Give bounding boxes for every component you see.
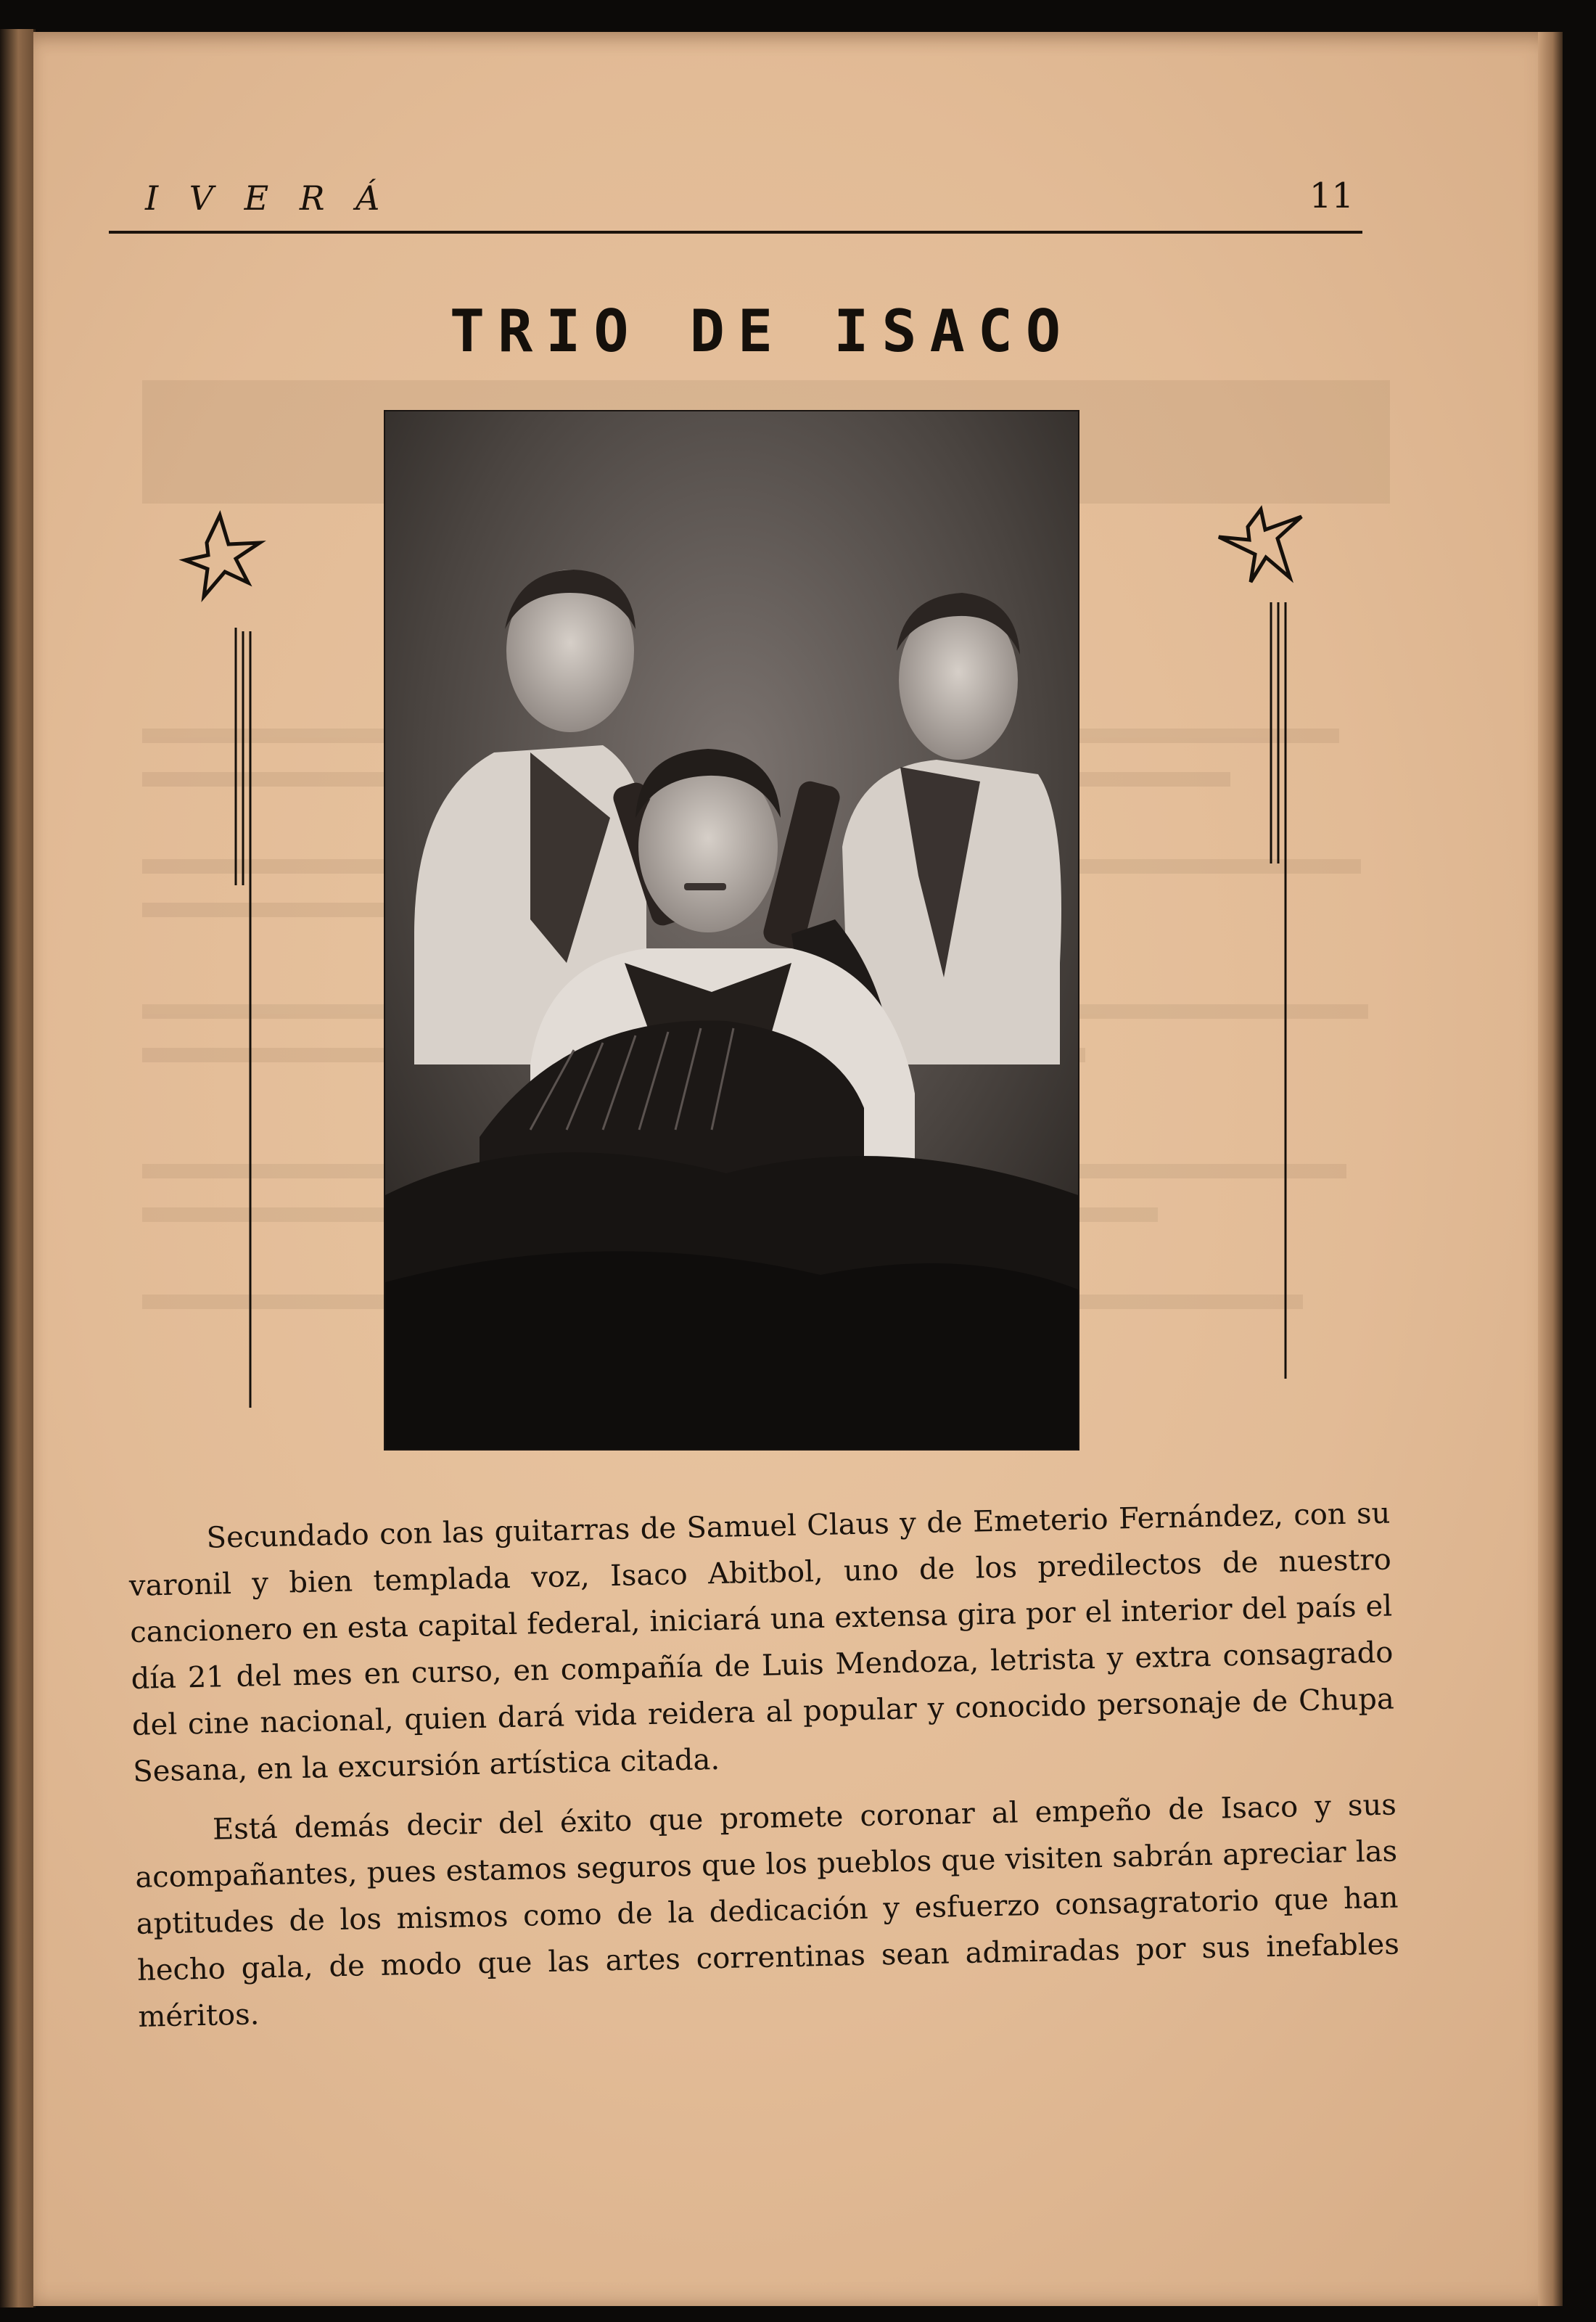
journal-name: I V E R Á bbox=[145, 179, 390, 218]
star-icon bbox=[163, 508, 272, 1422]
header-rule bbox=[109, 231, 1362, 234]
trio-photograph bbox=[385, 411, 1078, 1449]
right-star-ornament bbox=[1204, 479, 1313, 1429]
page-number: 11 bbox=[1309, 176, 1354, 216]
article-body bbox=[128, 1490, 1401, 2054]
paragraph: Secundado con las guitarras de Samuel Claus y de Emeterio Fernández, con su varonil y bien templada voz, Isaco Abitbol, uno de los predilectos de nuestro cancionero en esta capital federal, iniciará una extensa gira por el interior del país el día 21 del mes en curso, en compañía de Luis Mendoza, letrista y extra consagrado del cine nacional, quien dará vida reidera al popular y conocido personaje de Chupa Sesana, en la excursión artística citada. bbox=[128, 1496, 1395, 1789]
article-title: TRIO DE ISACO bbox=[449, 298, 1074, 365]
running-header bbox=[109, 174, 1364, 225]
star-icon bbox=[1204, 479, 1313, 1429]
previous-page-edge bbox=[0, 29, 36, 2307]
page-spine-shadow bbox=[1538, 32, 1563, 2306]
left-star-ornament bbox=[163, 508, 272, 1422]
paragraph: Está demás decir del éxito que promete coronar al empeño de Isaco y sus acompañantes, pues estamos seguros que los pueblos que visiten sabrán apreciar las aptitudes de los mismos como de la dedicación y esfuerzo consagratorio que han hecho gala, de modo que las artes correntinas sean admiradas por sus inefables méritos. bbox=[134, 1788, 1400, 2034]
